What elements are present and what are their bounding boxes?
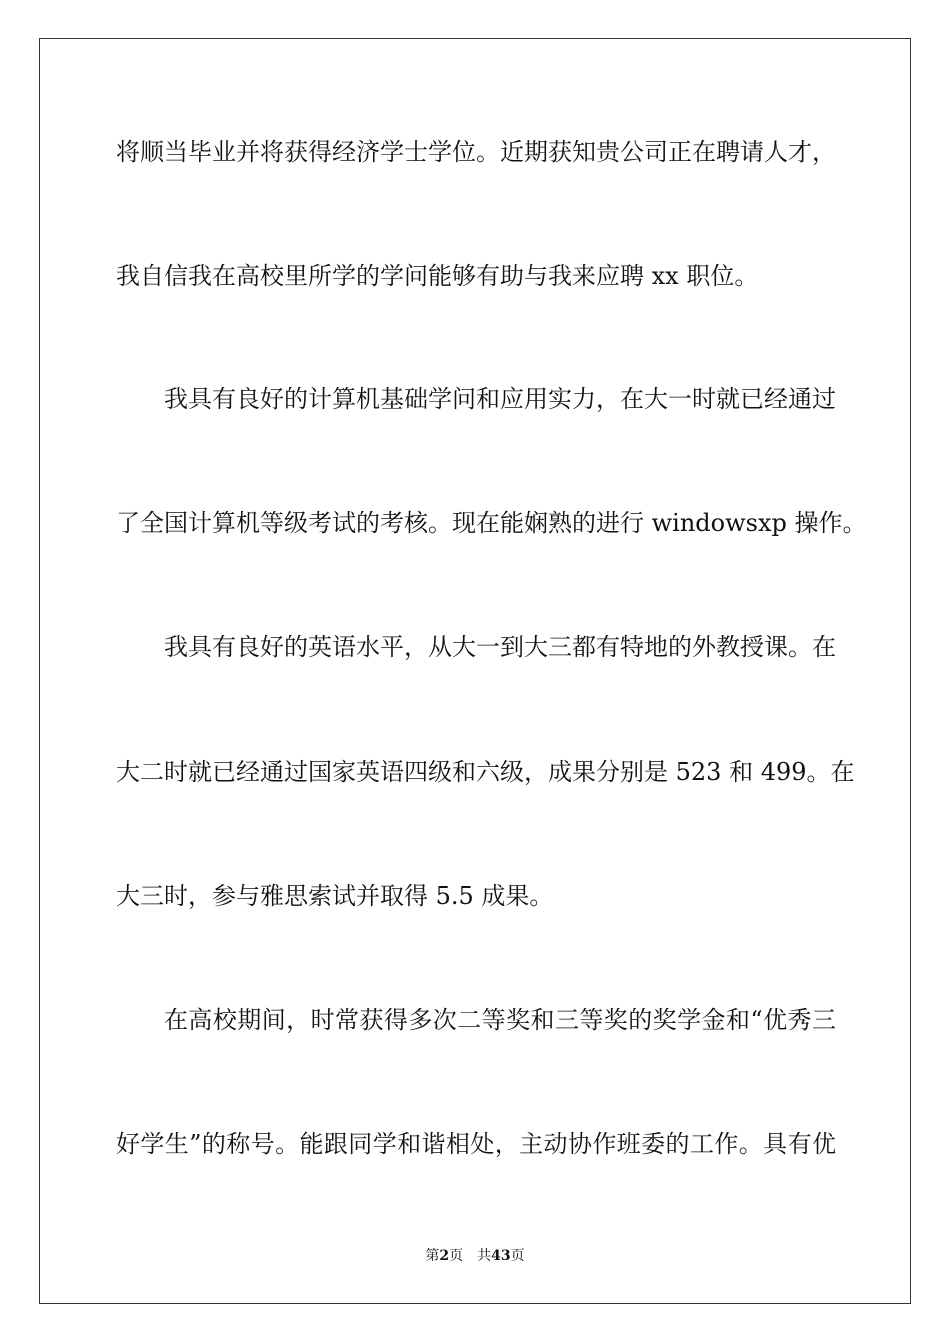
page-border (39, 38, 911, 1304)
paragraph-line-5: 我具有良好的英语水平，从大一到大三都有特地的外教授课。在 (164, 633, 836, 661)
page-prefix: 第 (425, 1248, 440, 1264)
total-pages: 43 (491, 1248, 511, 1264)
text-line-6: 大二时就已经通过国家英语四级和六级，成果分别是 523 和 499。在 (116, 758, 855, 786)
paragraph-line-3: 我具有良好的计算机基础学问和应用实力，在大一时就已经通过 (164, 385, 836, 413)
text-line-2: 我自信我在高校里所学的学问能够有助与我来应聘 xx 职位。 (116, 262, 759, 290)
page-number: 2 (439, 1248, 450, 1264)
page-footer (0, 1246, 950, 1266)
paragraph-line-8: 在高校期间，时常获得多次二等奖和三等奖的奖学金和“优秀三 (164, 1006, 836, 1034)
total-suffix: 页 (510, 1248, 525, 1264)
text-line-4: 了全国计算机等级考试的考核。现在能娴熟的进行 windowsxp 操作。 (116, 509, 867, 537)
text-line-1: 将顺当毕业并将获得经济学士学位。近期获知贵公司正在聘请人才， (116, 138, 836, 166)
text-line-9: 好学生”的称号。能跟同学和谐相处，主动协作班委的工作。具有优 (116, 1130, 836, 1158)
text-line-7: 大三时，参与雅思索试并取得 5.5 成果。 (116, 882, 554, 910)
page-suffix: 页 (449, 1248, 464, 1264)
total-prefix: 共 (477, 1248, 492, 1264)
